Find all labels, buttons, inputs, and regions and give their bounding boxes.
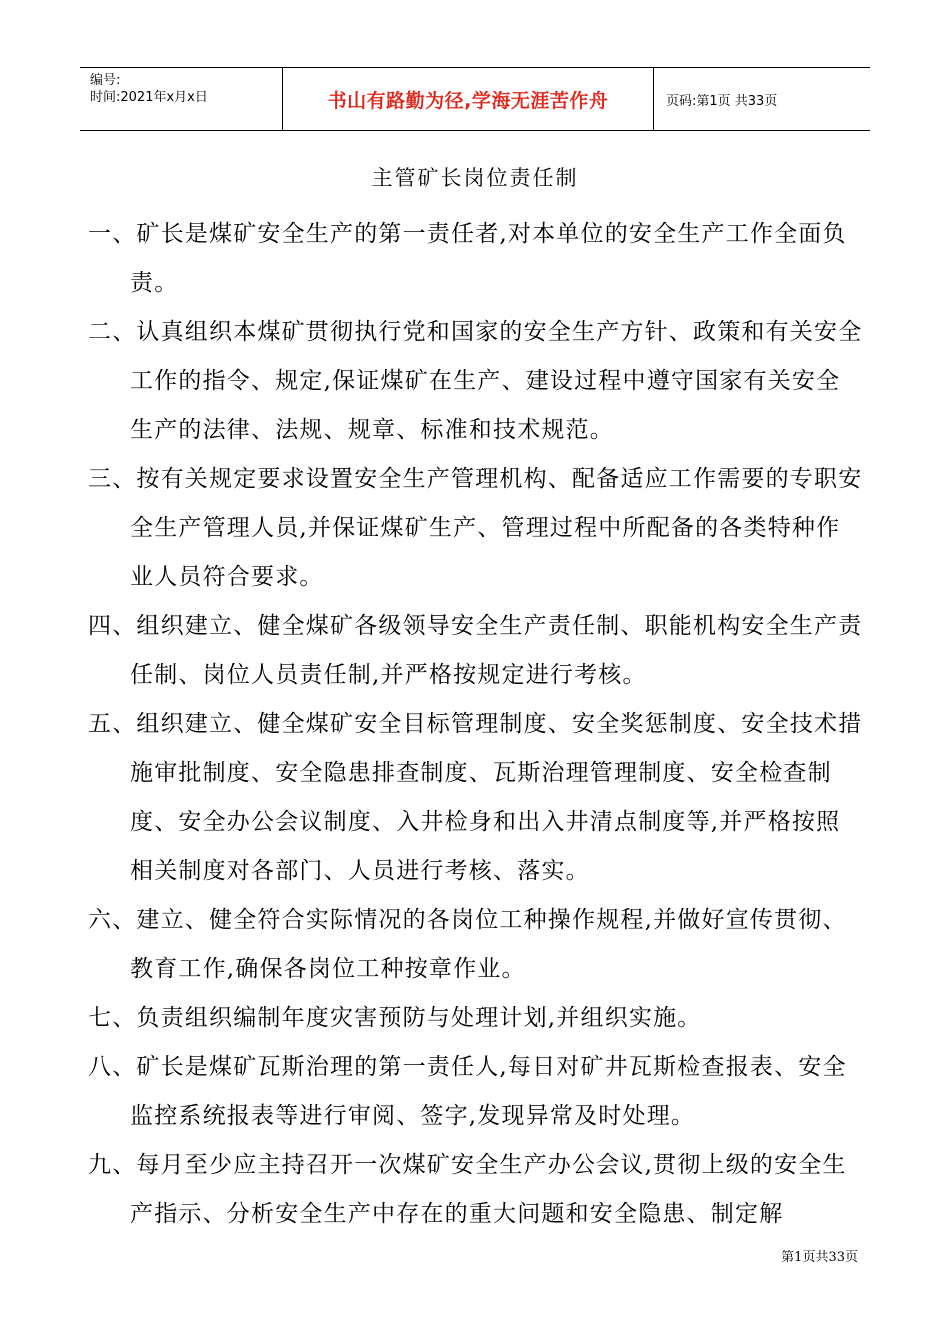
clause-3: 三、按有关规定要求设置安全生产管理机构、配备适应工作需要的专职安全生产管理人员,并保证煤矿生产、管理过程中所配备的各类特种作业人员符合要求。 (88, 466, 863, 590)
header-meta-cell (80, 68, 283, 130)
document-header (80, 67, 870, 131)
clause-5: 五、组织建立、健全煤矿安全目标管理制度、安全奖惩制度、安全技术措施审批制度、安全隐患排查制度、瓦斯治理管理制度、安全检查制度、安全办公会议制度、入井检身和出入井清点制度等,并严格按照相关制度对各部门、人员进行考核、落实。 (88, 711, 863, 884)
document-body (88, 210, 864, 1239)
clause-4: 四、组织建立、健全煤矿各级领导安全生产责任制、职能机构安全生产责任制、岗位人员责任制,并严格按规定进行考核。 (88, 613, 863, 688)
clause-7: 七、负责组织编制年度灾害预防与处理计划,并组织实施。 (88, 1005, 702, 1031)
clause-2: 二、认真组织本煤矿贯彻执行党和国家的安全生产方针、政策和有关安全工作的指令、规定,保证煤矿在生产、建设过程中遵守国家有关安全生产的法律、法规、规章、标准和技术规范。 (88, 319, 863, 443)
page-footer: 第1页共33页 (781, 1250, 858, 1265)
page-code: 页码:第1页 共33页 (666, 93, 778, 109)
motto-text: 书山有路勤为径,学海无涯苦作舟 (327, 89, 609, 112)
header-motto-cell (283, 68, 654, 130)
clause-1: 一、矿长是煤矿安全生产的第一责任者,对本单位的安全生产工作全面负责。 (88, 221, 847, 296)
clause-9: 九、每月至少应主持召开一次煤矿安全生产办公会议,贯彻上级的安全生产指示、分析安全生产中存在的重大问题和安全隐患、制定解 (88, 1152, 847, 1227)
clause-8: 八、矿长是煤矿瓦斯治理的第一责任人,每日对矿井瓦斯检查报表、安全监控系统报表等进行审阅、签字,发现异常及时处理。 (88, 1054, 847, 1129)
document-title: 主管矿长岗位责任制 (371, 166, 579, 190)
time-label: 时间:2021年x月x日 (90, 90, 208, 105)
clause-6: 六、建立、健全符合实际情况的各岗位工种操作规程,并做好宣传贯彻、教育工作,确保各岗位工种按章作业。 (88, 907, 847, 982)
header-page-cell (654, 68, 870, 130)
number-label: 编号: (90, 73, 121, 88)
